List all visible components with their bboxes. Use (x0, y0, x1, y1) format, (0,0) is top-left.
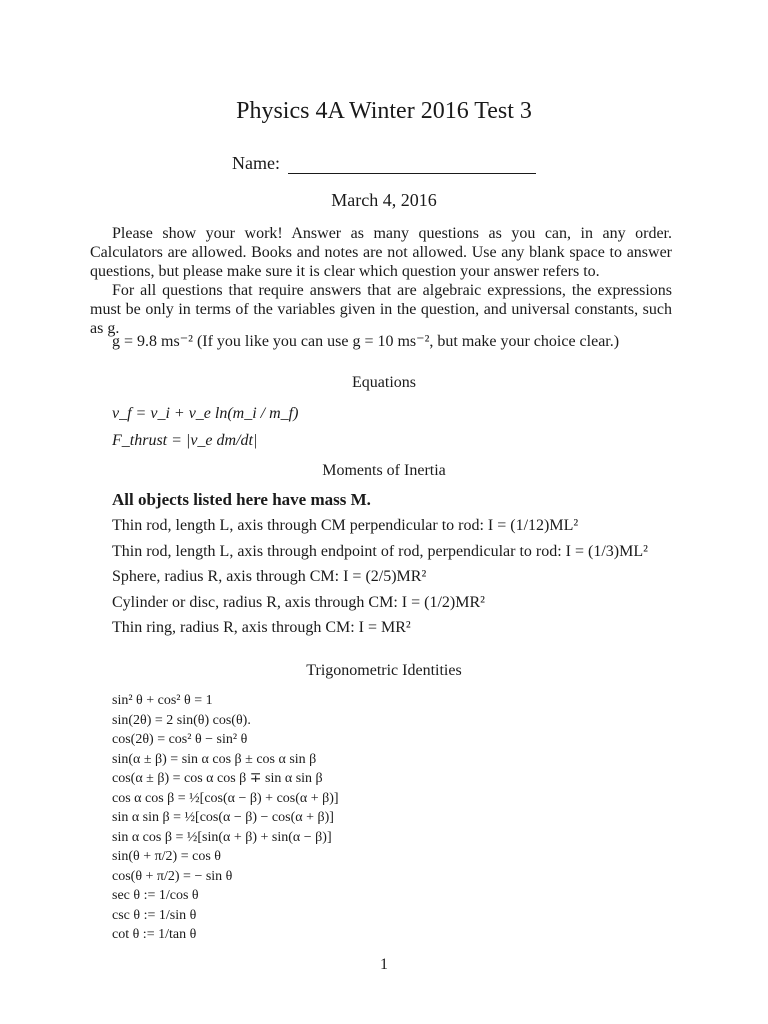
instructions-paragraph-2: For all questions that require answers that are algebraic expressions, the expressions must be only in terms of the variables given in the question, and universal constants, such as g. (90, 282, 672, 337)
trig-identity: csc θ := 1/sin θ (112, 907, 197, 923)
name-field-row (232, 153, 536, 174)
trig-identity: cos α cos β = ½[cos(α − β) + cos(α + β)] (112, 790, 339, 806)
trig-identity: sec θ := 1/cos θ (112, 888, 199, 903)
name-label: Name: (232, 153, 280, 173)
thrust-equation: F_thrust = |v_e dm/dt| (112, 432, 258, 449)
trig-identity: cot θ := 1/tan θ (112, 927, 197, 942)
rocket-equation: v_f = v_i + v_e ln(m_i / m_f) (112, 405, 299, 422)
moments-heading: Moments of Inertia (322, 462, 446, 479)
moments-intro: All objects listed here have mass M. (112, 490, 371, 509)
gravity-constant-line: g = 9.8 ms⁻² (If you like you can use g = 10 ms⁻², but make your choice clear.) (112, 333, 620, 350)
moment-item: Thin rod, length L, axis through endpoint of rod, perpendicular to rod: I = (1/3)ML² (112, 543, 648, 560)
trig-identity: sin(α ± β) = sin α cos β ± cos α sin β (112, 751, 317, 767)
page-title: Physics 4A Winter 2016 Test 3 (236, 98, 532, 124)
trig-identity: cos(α ± β) = cos α cos β ∓ sin α sin β (112, 771, 323, 786)
instructions-paragraph-1: Please show your work! Answer as many questions as you can, in any order. Calculators are allowed. Books and notes are not allowed. Use any blank space to answer questions, but please make sure it is clear which question your answer refers to. (90, 225, 672, 280)
moment-item: Thin ring, radius R, axis through CM: I = MR² (112, 619, 411, 636)
trig-heading: Trigonometric Identities (306, 662, 462, 679)
trig-identity: cos(θ + π/2) = − sin θ (112, 868, 233, 884)
moment-item: Cylinder or disc, radius R, axis through CM: I = (1/2)MR² (112, 594, 485, 611)
trig-identity: sin(2θ) = 2 sin(θ) cos(θ). (112, 712, 251, 728)
test-date: March 4, 2016 (331, 190, 437, 210)
name-blank-line (288, 155, 536, 174)
moment-item: Sphere, radius R, axis through CM: I = (2/5)MR² (112, 568, 427, 585)
page-number: 1 (380, 956, 388, 973)
trig-identity: cos(2θ) = cos² θ − sin² θ (112, 732, 248, 747)
trig-identity: sin α sin β = ½[cos(α − β) − cos(α + β)] (112, 810, 334, 825)
trig-identity: sin² θ + cos² θ = 1 (112, 693, 213, 708)
moment-item: Thin rod, length L, axis through CM perpendicular to rod: I = (1/12)ML² (112, 517, 579, 534)
trig-identity: sin(θ + π/2) = cos θ (112, 849, 221, 864)
trig-identity: sin α cos β = ½[sin(α + β) + sin(α − β)] (112, 829, 332, 845)
equations-heading: Equations (352, 374, 416, 391)
trig-identities-list (112, 691, 339, 945)
